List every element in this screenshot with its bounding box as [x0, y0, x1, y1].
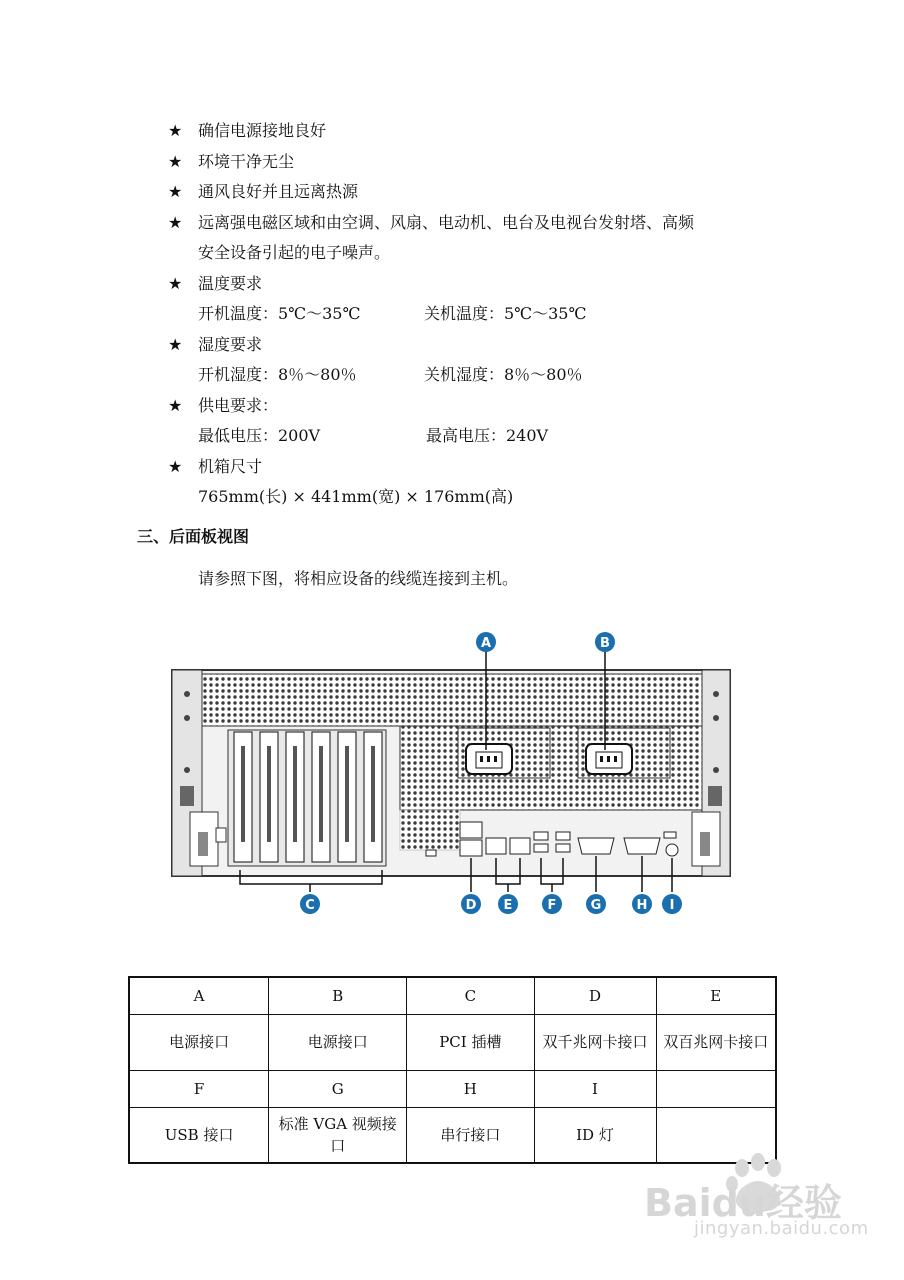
callout-c-label: C [305, 898, 315, 913]
callout-h [632, 894, 652, 914]
section-heading: 三、后面板视图 [137, 527, 250, 546]
table-cell: PCI 插槽 [407, 1014, 534, 1070]
top-vent-grille [202, 674, 702, 726]
bullet-text: 确信电源接地良好 [198, 121, 327, 140]
table-cell: 串行接口 [407, 1107, 534, 1163]
shutdown-humidity: 关机湿度：8％～80％ [424, 365, 583, 384]
bullet-text: 通风良好并且远离热源 [198, 182, 359, 201]
list-item [168, 177, 808, 208]
minimum-voltage: 最低电压：200V [198, 426, 321, 445]
baidu-watermark-logo [640, 1150, 860, 1260]
star-bullet-icon: ★ [168, 151, 183, 171]
table-cell: USB 接口 [129, 1107, 269, 1163]
list-item [168, 452, 808, 483]
requirements-list [168, 116, 808, 513]
voltage-values [168, 421, 808, 452]
watermark-url: jingyan.baidu.com [694, 1218, 869, 1239]
table-row [129, 1070, 776, 1107]
callout-a [476, 632, 496, 652]
star-bullet-icon: ★ [168, 395, 183, 415]
table-cell: G [269, 1070, 407, 1107]
pci-slots [216, 730, 386, 866]
callout-b [595, 632, 615, 652]
table-cell: B [269, 977, 407, 1014]
callout-e-label: E [503, 898, 513, 913]
callout-i [662, 894, 682, 914]
operating-humidity: 开机湿度：8％～80％ [198, 365, 357, 384]
callout-i-label: I [669, 898, 675, 913]
table-cell: I [534, 1070, 656, 1107]
table-cell [656, 1070, 776, 1107]
star-bullet-icon: ★ [168, 273, 183, 293]
bullet-continuation [168, 238, 808, 269]
star-bullet-icon: ★ [168, 212, 183, 232]
list-item [168, 208, 808, 239]
list-item [168, 269, 808, 300]
bullet-text: 环境干净无尘 [198, 151, 295, 171]
callout-a-label: A [480, 636, 492, 651]
callout-h-label: H [636, 898, 648, 913]
table-cell: C [407, 977, 534, 1014]
bullet-text: 供电要求： [198, 395, 279, 415]
table-cell: 双百兆网卡接口 [656, 1014, 776, 1070]
table-cell: D [534, 977, 656, 1014]
bullet-text: 机箱尺寸 [198, 456, 263, 476]
port-legend-table [128, 976, 777, 1164]
table-cell: H [407, 1070, 534, 1107]
table-cell: F [129, 1070, 269, 1107]
section-intro: 请参照下图，将相应设备的线缆连接到主机。 [198, 569, 519, 588]
temperature-values [168, 299, 808, 330]
callout-f-label: F [547, 898, 557, 913]
star-bullet-icon: ★ [168, 456, 183, 476]
rear-panel-diagram [160, 622, 740, 922]
table-cell: 标准 VGA 视频接口 [269, 1107, 407, 1163]
bullet-text: 温度要求 [198, 273, 263, 293]
table-cell: A [129, 977, 269, 1014]
callout-c [300, 894, 320, 914]
bullet-text: 湿度要求 [198, 334, 263, 354]
dimensions-text: 765mm(长) × 441mm(宽) × 176mm(高) [198, 487, 514, 506]
callout-d-label: D [465, 898, 477, 913]
table-cell: 电源接口 [269, 1014, 407, 1070]
table-cell: ID 灯 [534, 1107, 656, 1163]
callout-g-label: G [590, 898, 602, 913]
star-bullet-icon: ★ [168, 182, 183, 201]
list-item [168, 330, 808, 361]
chassis-dimensions [168, 482, 808, 513]
callout-b-label: B [600, 636, 610, 651]
list-item [168, 391, 808, 422]
maximum-voltage: 最高电压：240V [426, 426, 549, 445]
table-cell: E [656, 977, 776, 1014]
callout-d [461, 894, 481, 914]
star-bullet-icon: ★ [168, 121, 183, 140]
table-cell: 双千兆网卡接口 [534, 1014, 656, 1070]
table-row [129, 1014, 776, 1070]
callout-f [542, 894, 562, 914]
callout-e [498, 894, 518, 914]
table-row [129, 977, 776, 1014]
operating-temperature: 开机温度：5℃～35℃ [198, 304, 361, 323]
table-cell: 电源接口 [129, 1014, 269, 1070]
list-item [168, 116, 808, 147]
bullet-text: 远离强电磁区域和由空调、风扇、电动机、电台及电视台发射塔、高频 [198, 212, 695, 232]
list-item [168, 147, 808, 178]
power-supply-b [578, 728, 670, 778]
shutdown-temperature: 关机温度：5℃～35℃ [424, 304, 587, 323]
star-bullet-icon: ★ [168, 334, 183, 354]
bullet-continuation-text: 安全设备引起的电子噪声。 [198, 243, 391, 262]
humidity-values [168, 360, 808, 391]
callout-g [586, 894, 606, 914]
power-supply-a [458, 728, 550, 778]
watermark-brand: Baidu经验 [644, 1181, 842, 1225]
